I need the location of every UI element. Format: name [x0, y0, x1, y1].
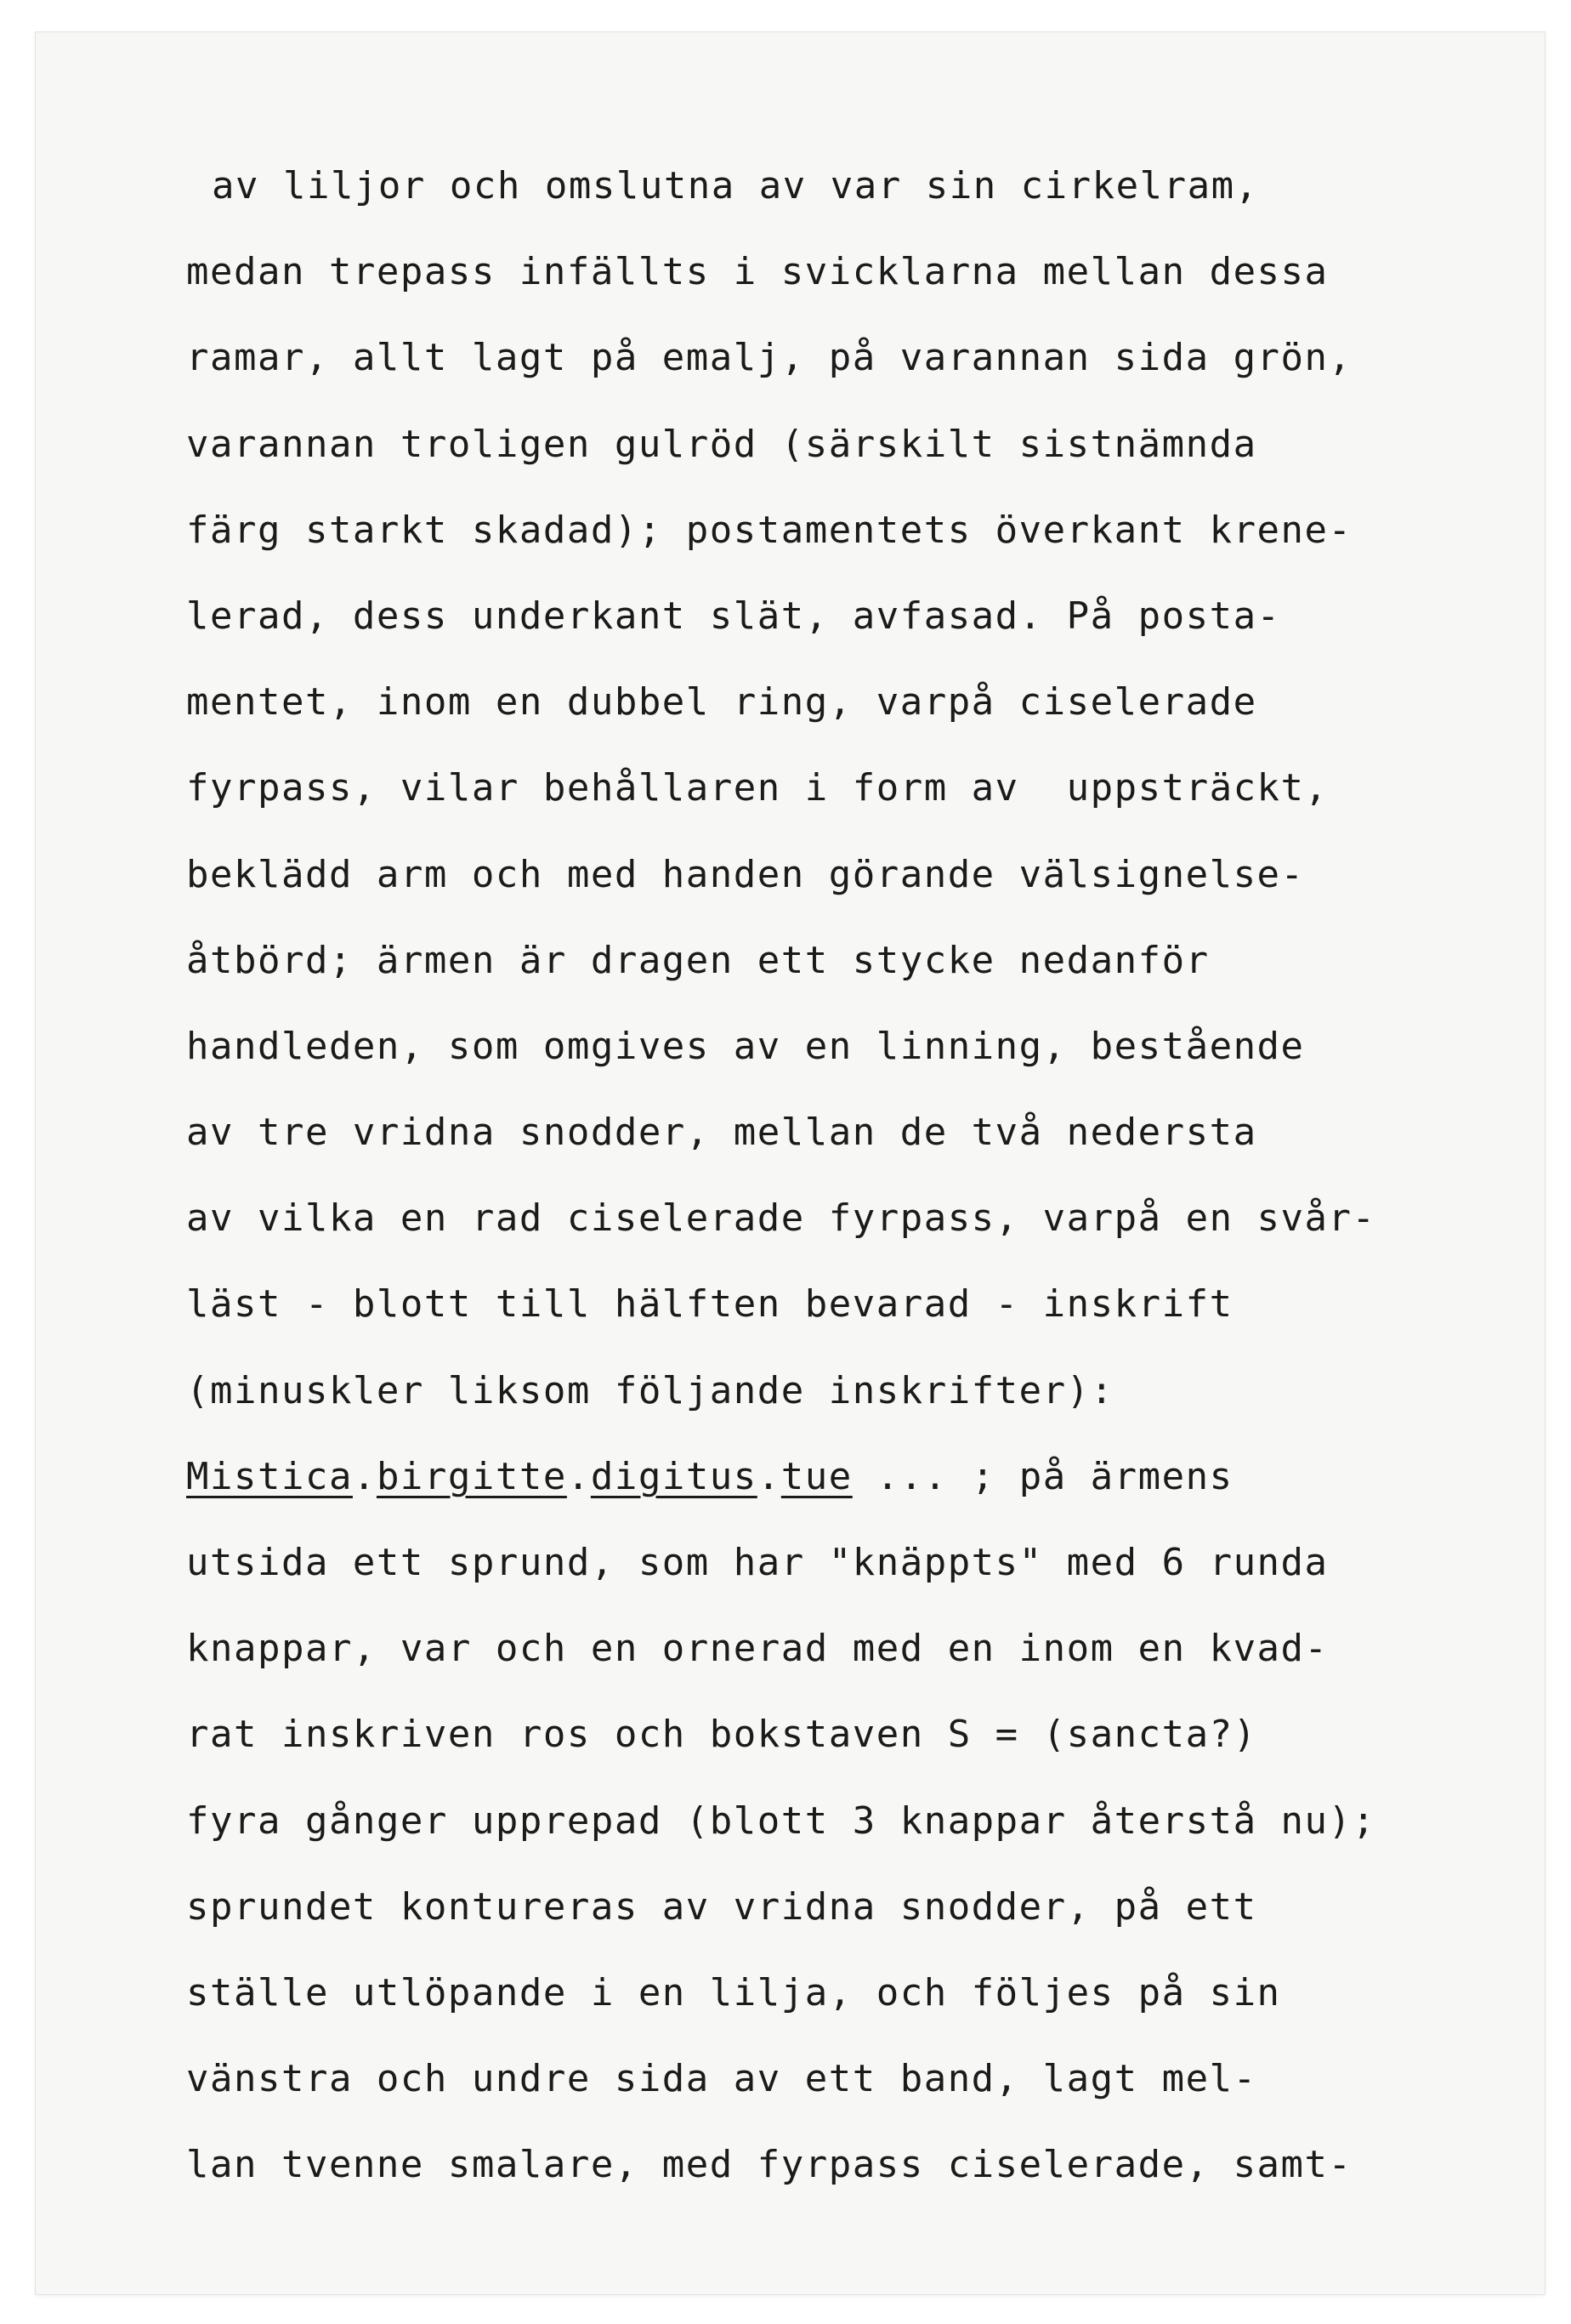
text-line: [186, 1520, 1478, 1605]
text-line: [186, 745, 1478, 831]
document-page: [36, 32, 1545, 2294]
text-segment: sprundet kontureras av vridna snodder, på ett: [186, 1884, 1257, 1929]
text-segment: lan tvenne smalare, med fyrpass ciselerade, samt-: [186, 2143, 1353, 2187]
text-segment: av vilka en rad ciselerade fyrpass, varpå en svår-: [186, 1196, 1376, 1241]
text-segment: ställe utlöpande i en lilja, och följes på sin: [186, 1970, 1281, 2014]
text-line: [186, 143, 1478, 229]
text-line: [186, 2122, 1478, 2208]
text-segment: ... ; på ärmens: [852, 1454, 1234, 1498]
text-line: [186, 487, 1478, 573]
typewritten-text-block: [186, 143, 1478, 2208]
text-segment: .: [757, 1454, 781, 1498]
text-line: [186, 229, 1478, 315]
text-line: [186, 659, 1478, 745]
text-segment: (minuskler liksom följande inskrifter):: [186, 1368, 1114, 1412]
text-line: [186, 2036, 1478, 2122]
underlined-inscription-word: digitus: [590, 1454, 757, 1498]
underlined-inscription-word: Mistica: [186, 1454, 353, 1498]
text-line: [186, 1175, 1478, 1261]
text-line: [186, 573, 1478, 659]
text-segment: rat inskriven ros och bokstaven S = (sancta?): [186, 1713, 1257, 1757]
text-line: [186, 315, 1478, 401]
underlined-inscription-word: birgitte: [376, 1454, 567, 1498]
text-segment: av liljor och omslutna av var sin cirkelram,: [212, 164, 1259, 207]
text-line: [186, 401, 1478, 487]
text-line: [186, 1003, 1478, 1089]
text-line: [186, 1864, 1478, 1950]
text-segment: lerad, dess underkant slät, avfasad. På posta-: [186, 594, 1281, 638]
text-segment: fyra gånger upprepad (blott 3 knappar återstå nu);: [186, 1798, 1376, 1843]
text-segment: ramar, allt lagt på emalj, på varannan sida grön,: [186, 336, 1353, 380]
text-line: [186, 1261, 1478, 1347]
text-segment: utsida ett sprund, som har "knäppts" med 6 runda: [186, 1541, 1329, 1584]
text-segment: fyrpass, vilar behållaren i form av uppsträckt,: [186, 766, 1329, 810]
text-line: [186, 918, 1478, 1003]
text-line: [186, 1605, 1478, 1691]
text-segment: handleden, som omgives av en linning, bestående: [186, 1024, 1305, 1068]
text-line: [186, 1778, 1478, 1864]
text-segment: läst - blott till hälften bevarad - inskrift: [186, 1282, 1234, 1327]
text-line: [186, 1089, 1478, 1175]
text-line: [186, 1950, 1478, 2036]
text-segment: beklädd arm och med handen görande välsignelse-: [186, 852, 1305, 896]
text-segment: vänstra och undre sida av ett band, lagt mel-: [186, 2057, 1257, 2101]
text-line: [186, 1434, 1478, 1520]
text-segment: .: [566, 1454, 591, 1498]
text-line: [186, 1348, 1478, 1434]
text-line: [186, 1691, 1478, 1777]
text-segment: mentet, inom en dubbel ring, varpå ciselerade: [186, 680, 1257, 724]
text-segment: knappar, var och en ornerad med en inom en kvad-: [186, 1627, 1329, 1671]
text-segment: färg starkt skadad); postamentets överkant krene-: [186, 508, 1353, 552]
text-segment: .: [352, 1454, 377, 1498]
text-segment: åtbörd; ärmen är dragen ett stycke nedanför: [186, 938, 1210, 982]
text-segment: av tre vridna snodder, mellan de två nedersta: [186, 1111, 1257, 1155]
underlined-inscription-word: tue: [780, 1454, 853, 1498]
text-line: [186, 832, 1478, 918]
text-segment: varannan troligen gulröd (särskilt sistnämnda: [186, 422, 1257, 466]
text-segment: medan trepass infällts i svicklarna mellan dessa: [186, 250, 1329, 294]
